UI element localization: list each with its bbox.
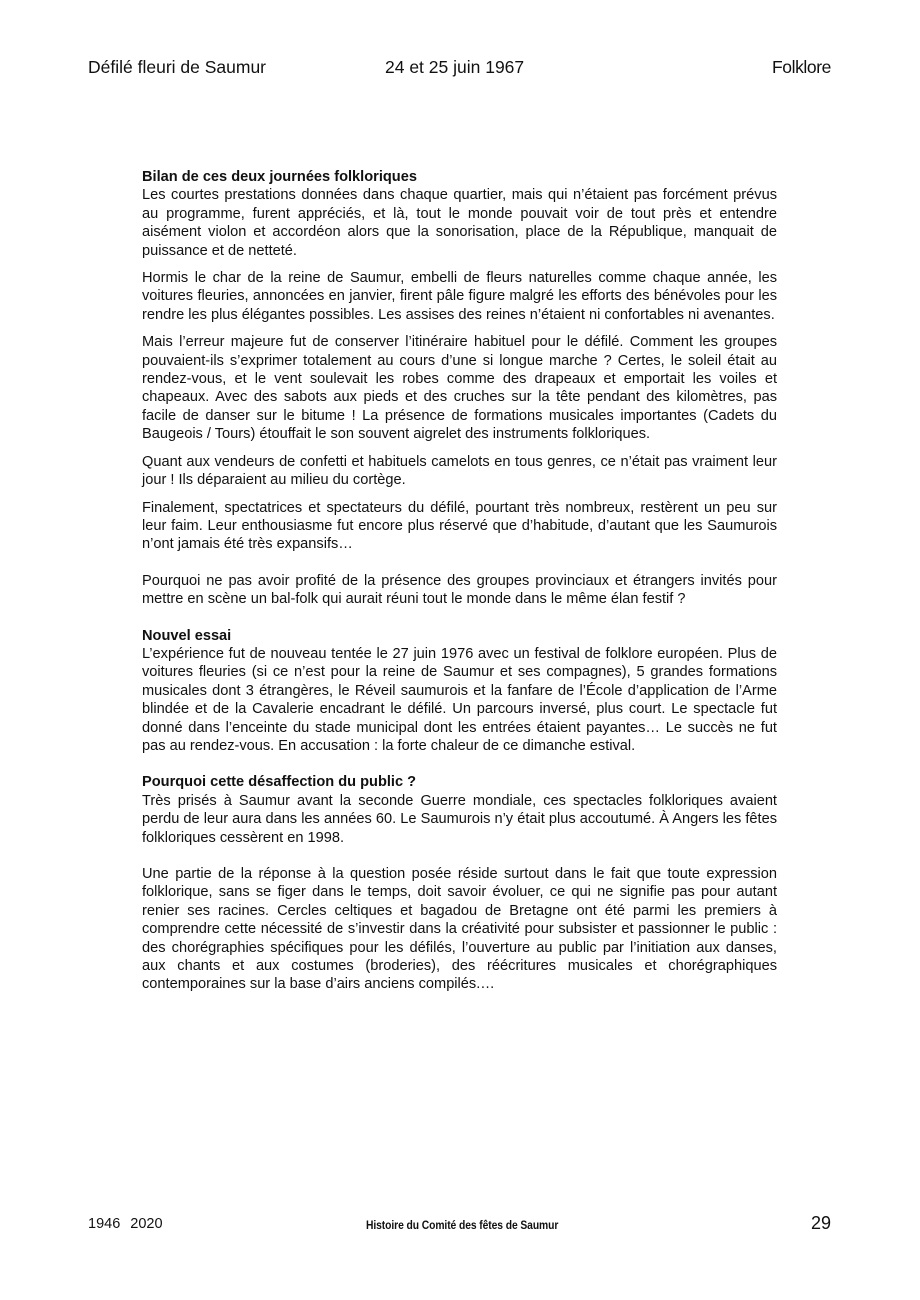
running-header-section: Folklore bbox=[771, 57, 831, 77]
page-number: 29 bbox=[810, 1213, 831, 1233]
paragraph-desaffection-1: Très prisés à Saumur avant la seconde Guerre mondiale, ces spectacles folkloriques avaient perdu de leur aura dans les années 60. Le Saumurois n’y était plus accoutumé. À Angers les fêtes folkloriques cessèrent en 1998. bbox=[142, 792, 777, 846]
footer-years: 1946 2020 bbox=[88, 1216, 163, 1232]
section-heading-essai: Nouvel essai bbox=[142, 627, 232, 644]
paragraph-bilan-3: Mais l’erreur majeure fut de conserver l’itinéraire habituel pour le défilé. Comment les groupes pouvaient-ils s’exprimer totalement au cours d’une si longue marche ? Certes, le soleil était au rendez-vous, et le vent soulevait les robes comme des drapeaux et emportait les voiles et chapeaux. Avec des sabots aux pieds et des cruches sur la tête pendant des kilomètres, pas facile de danser sur le bitume ! La présence de formations musicales importantes (Cadets du Baugeois / Tours) étouffait le son souvent aigrelet des instruments folkloriques. bbox=[142, 334, 777, 443]
paragraph-bilan-6: Pourquoi ne pas avoir profité de la présence des groupes provinciaux et étrangers invités pour mettre en scène un bal-folk qui aurait réuni tout le monde dans le même élan festif ? bbox=[142, 572, 777, 608]
running-header-title: Défilé fleuri de Saumur bbox=[88, 57, 266, 77]
footer-book-title: Histoire du Comité des fêtes de Saumur bbox=[366, 1218, 559, 1232]
paragraph-bilan-2: Hormis le char de la reine de Saumur, embelli de fleurs naturelles comme chaque année, les voitures fleuries, annoncées en janvier, firent pâle figure malgré les efforts des bénévoles pour les rendre les plus élégantes possibles. Les assises des reines n’étaient ni confortables ni avenantes. bbox=[142, 270, 777, 323]
paragraph-bilan-5: Finalement, spectatrices et spectateurs du défilé, pourtant très nombreux, restèrent un peu sur leur faim. Leur enthousiasme fut encore plus réservé que d’habitude, d’autant que les Saumurois n’ont jamais été très expansifs… bbox=[142, 499, 777, 553]
paragraph-desaffection-2: Une partie de la réponse à la question posée réside surtout dans le fait que toute expression folklorique, sans se figer dans le temps, doit savoir évoluer, ce qui ne signifie pas pour autant renier ses racines. Cercles celtiques et bagadou de Bretagne ont été parmi les premiers à comprendre cette nécessité de s’investir dans la créativité pour subsister et passionner le public : des chorégraphies spécifiques pour les défilés, l’ouverture au public par l’initiation aux danses, aux chants et aux costumes (broderies), des réécritures musicales et chorégraphiques contemporaines sur la base d’airs anciens compilés.… bbox=[142, 866, 777, 993]
section-heading-bilan: Bilan de ces deux journées folkloriques bbox=[142, 169, 417, 185]
paragraph-bilan-1: Les courtes prestations données dans chaque quartier, mais qui n’étaient pas forcément prévus au programme, furent appréciés, et là, tout le monde pouvait voir de tout près et entendre aisément violon et accordéon alors que la sonorisation, place de la République, manquait de puissance et de netteté. bbox=[142, 187, 777, 259]
paragraph-bilan-4: Quant aux vendeurs de confetti et habituels camelots en tous genres, ce n’était pas vraiment leur jour ! Ils déparaient au milieu du cortège. bbox=[142, 453, 777, 489]
paragraph-essai-1: L’expérience fut de nouveau tentée le 27 juin 1976 avec un festival de folklore européen. Plus de voitures fleuries (si ce n’est pour la reine de Saumur et ses compagnes), 5 grandes formations musicales dont 3 étrangères, le Réveil saumurois et la fanfare de l’École d’application de l’Arme blindée et de la Cavalerie encadrant le défilé. Un parcours inversé, plus court. Le spectacle fut donné dans l’enceinte du stade municipal dont les entrées étaient payantes… Le succès ne fut pas au rendez-vous. En accusation : la forte chaleur de ce dimanche estival. bbox=[142, 645, 777, 754]
section-heading-desaffection: Pourquoi cette désaffection du public ? bbox=[142, 774, 417, 791]
page-body bbox=[142, 168, 777, 994]
running-header-date: 24 et 25 juin 1967 bbox=[385, 57, 525, 77]
